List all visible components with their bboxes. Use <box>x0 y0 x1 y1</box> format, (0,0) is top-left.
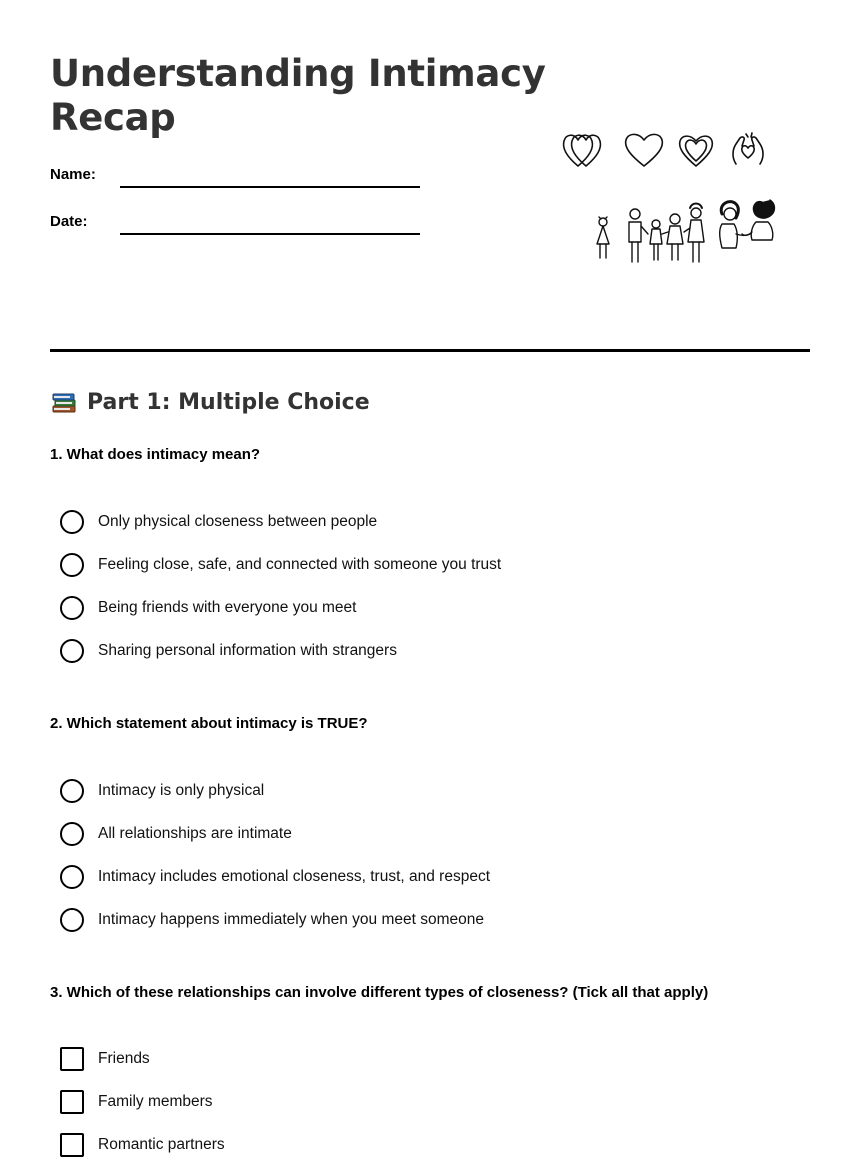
name-field[interactable] <box>120 186 420 188</box>
heart-icon <box>626 134 663 166</box>
question-1-option-2[interactable] <box>60 552 501 578</box>
part1-heading <box>50 388 370 416</box>
question-3-option-1[interactable] <box>60 1046 150 1072</box>
woven-heart-icon <box>680 136 713 166</box>
part1-heading-text: Part 1: Multiple Choice <box>87 389 370 415</box>
section-divider <box>50 349 810 352</box>
option-label: Intimacy happens immediately when you meet someone <box>98 911 484 928</box>
radio-button[interactable] <box>60 822 84 846</box>
option-label: Intimacy is only physical <box>98 782 265 799</box>
option-label: Romantic partners <box>98 1136 225 1153</box>
question-1-option-4[interactable] <box>60 638 397 664</box>
hearts-illustration <box>560 128 780 172</box>
question-1-prompt: 1. What does intimacy mean? <box>50 446 261 463</box>
question-1-option-3[interactable] <box>60 595 356 621</box>
radio-button[interactable] <box>60 908 84 932</box>
question-2-option-3[interactable] <box>60 864 490 890</box>
option-label: Sharing personal information with strangers <box>98 642 397 659</box>
checkbox[interactable] <box>60 1090 84 1114</box>
family-group-icon <box>629 204 704 263</box>
question-3-prompt: 3. Which of these relationships can involve different types of closeness? (Tick all that apply) <box>50 984 709 1001</box>
date-label: Date: <box>50 213 88 230</box>
child-figure-icon <box>597 217 609 258</box>
radio-button[interactable] <box>60 639 84 663</box>
radio-button[interactable] <box>60 596 84 620</box>
question-3-option-3[interactable] <box>60 1132 225 1158</box>
question-2-option-4[interactable] <box>60 907 484 933</box>
option-label: Being friends with everyone you meet <box>98 599 357 616</box>
couple-icon <box>720 200 775 248</box>
hands-heart-icon <box>733 133 763 164</box>
question-1-option-1[interactable] <box>60 509 377 535</box>
question-2-option-2[interactable] <box>60 821 292 847</box>
option-label: Intimacy includes emotional closeness, trust, and respect <box>98 868 490 885</box>
option-label: Feeling close, safe, and connected with someone you trust <box>98 556 502 573</box>
name-label: Name: <box>50 166 96 183</box>
books-icon <box>50 388 78 416</box>
option-label: Only physical closeness between people <box>98 513 378 530</box>
radio-button[interactable] <box>60 865 84 889</box>
checkbox[interactable] <box>60 1047 84 1071</box>
family-illustration <box>586 196 782 266</box>
radio-button[interactable] <box>60 779 84 803</box>
question-2-option-1[interactable] <box>60 778 264 804</box>
radio-button[interactable] <box>60 553 84 577</box>
question-2-prompt: 2. Which statement about intimacy is TRUE? <box>50 715 368 732</box>
option-label: All relationships are intimate <box>98 825 292 842</box>
page-title: Understanding Intimacy Recap <box>50 52 546 139</box>
question-3-option-2[interactable] <box>60 1089 213 1115</box>
option-label: Family members <box>98 1093 213 1110</box>
option-label: Friends <box>98 1050 150 1067</box>
checkbox[interactable] <box>60 1133 84 1157</box>
date-field[interactable] <box>120 233 420 235</box>
radio-button[interactable] <box>60 510 84 534</box>
double-heart-icon <box>564 135 601 166</box>
